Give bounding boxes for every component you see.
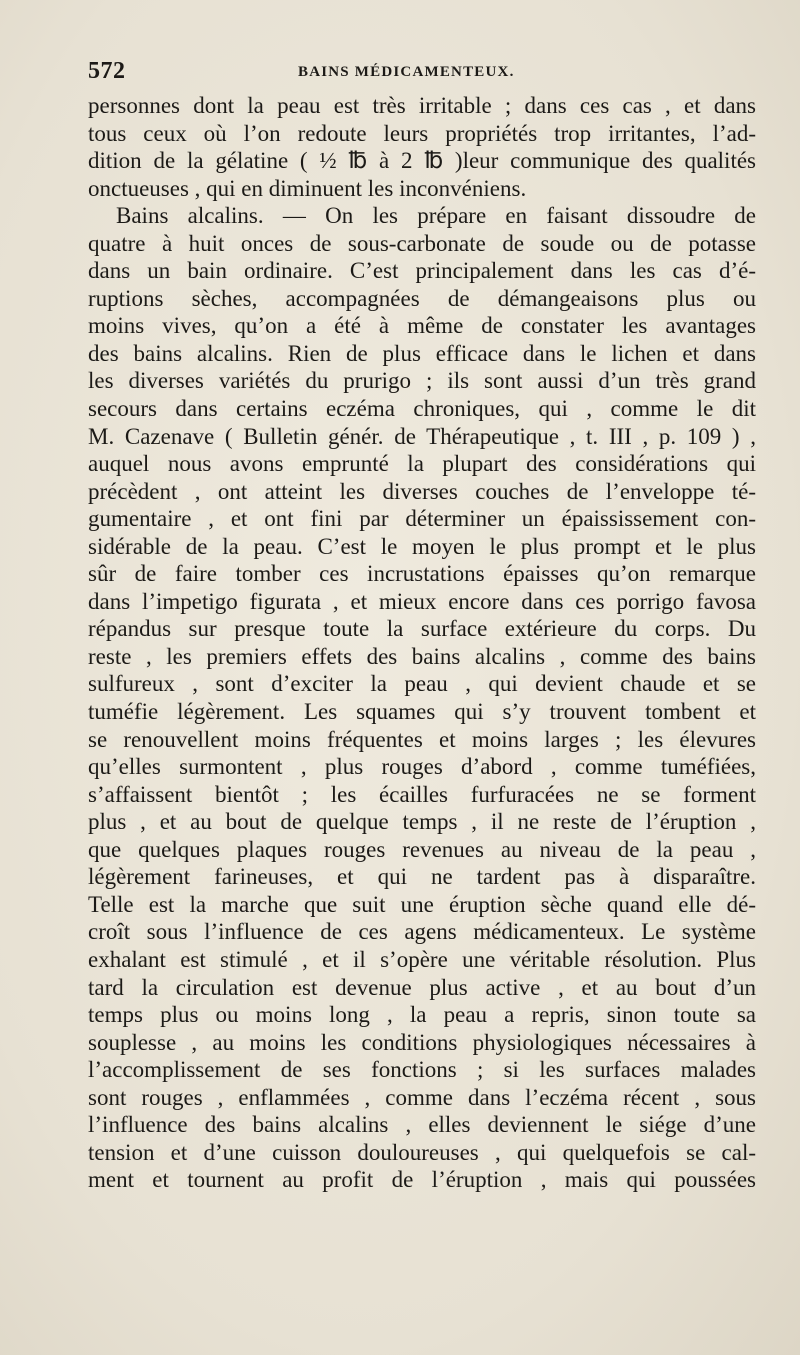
text-line: sûr de faire tomber ces incrustations épaisses qu’on remarque xyxy=(88,561,756,587)
text-line: moins vives, qu’on a été à même de constater les avantages xyxy=(88,313,756,339)
text-line: légèrement farineuses, et qui ne tardent pas à disparaître. xyxy=(88,864,756,890)
text-line: tuméfie légèrement. Les squames qui s’y trouvent tombent et xyxy=(88,699,756,725)
text-line: dition de la gélatine ( ½ ℔ à 2 ℔ )leur communique des qualités xyxy=(88,148,756,174)
text-line: gumentaire , et ont fini par déterminer un épaississement con- xyxy=(88,506,756,532)
text-line: plus , et au bout de quelque temps , il ne reste de l’éruption , xyxy=(88,809,756,835)
text-line: Telle est la marche que suit une éruption sèche quand elle dé- xyxy=(88,891,756,917)
text-line: qu’elles surmontent , plus rouges d’abord , comme tuméfiées, xyxy=(88,754,756,780)
text-line: dans un bain ordinaire. C’est principalement dans les cas d’é- xyxy=(88,258,756,284)
text-line: tension et d’une cuisson douloureuses , qui quelquefois se cal- xyxy=(88,1139,756,1165)
body-text xyxy=(88,92,756,1194)
text-line: onctueuses , qui en diminuent les inconvéniens. xyxy=(88,175,527,201)
text-line: répandus sur presque toute la surface extérieure du corps. Du xyxy=(88,616,756,642)
text-line: secours dans certains eczéma chroniques, qui , comme le dit xyxy=(88,396,756,422)
text-line: sulfureux , sont d’exciter la peau , qui devient chaude et se xyxy=(88,671,756,697)
text-line: Bains alcalins. — On les prépare en faisant dissoudre de xyxy=(116,203,756,229)
page-number: 572 xyxy=(88,58,126,84)
text-line: se renouvellent moins fréquentes et moins larges ; les élevures xyxy=(88,726,756,752)
text-line: l’influence des bains alcalins , elles deviennent le siége d’une xyxy=(88,1112,756,1138)
text-line: des bains alcalins. Rien de plus efficace dans le lichen et dans xyxy=(88,340,756,366)
text-line: que quelques plaques rouges revenues au niveau de la peau , xyxy=(88,836,756,862)
running-head xyxy=(88,58,760,88)
text-line: quatre à huit onces de sous-carbonate de soude ou de potasse xyxy=(88,230,756,256)
text-line: tard la circulation est devenue plus active , et au bout d’un xyxy=(88,974,756,1000)
running-title: BAINS MÉDICAMENTEUX. xyxy=(298,64,515,80)
text-line: ment et tournent au profit de l’éruption , mais qui poussées xyxy=(88,1167,756,1193)
text-line: s’affaissent bientôt ; les écailles furfuracées ne se forment xyxy=(88,781,756,807)
text-line: personnes dont la peau est très irritable ; dans ces cas , et dans xyxy=(88,93,756,118)
text-line: précèdent , ont atteint les diverses couches de l’enveloppe té- xyxy=(88,478,756,504)
text-line: tous ceux où l’on redoute leurs propriétés trop irritantes, l’ad- xyxy=(88,120,756,146)
text-line: l’accomplissement de ses fonctions ; si les surfaces malades xyxy=(88,1057,756,1083)
text-line: ruptions sèches, accompagnées de démangeaisons plus ou xyxy=(88,285,756,311)
text-line: exhalant est stimulé , et il s’opère une véritable résolution. Plus xyxy=(88,946,756,972)
text-line: M. Cazenave ( Bulletin génér. de Thérapeutique , t. III , p. 109 ) , xyxy=(88,423,756,449)
text-line: temps plus ou moins long , la peau a repris, sinon toute sa xyxy=(88,1002,756,1028)
text-line: sidérable de la peau. C’est le moyen le plus prompt et le plus xyxy=(88,533,756,559)
text-line: souplesse , au moins les conditions physiologiques nécessaires à xyxy=(88,1029,756,1055)
text-line: sont rouges , enflammées , comme dans l’eczéma récent , sous xyxy=(88,1084,756,1110)
text-line: reste , les premiers effets des bains alcalins , comme des bains xyxy=(88,643,756,669)
text-line: auquel nous avons emprunté la plupart des considérations qui xyxy=(88,451,756,477)
text-line: les diverses variétés du prurigo ; ils sont aussi d’un très grand xyxy=(88,368,756,394)
text-line: croît sous l’influence de ces agens médicamenteux. Le système xyxy=(88,919,756,945)
text-line: dans l’impetigo figurata , et mieux encore dans ces porrigo favosa xyxy=(88,588,756,614)
